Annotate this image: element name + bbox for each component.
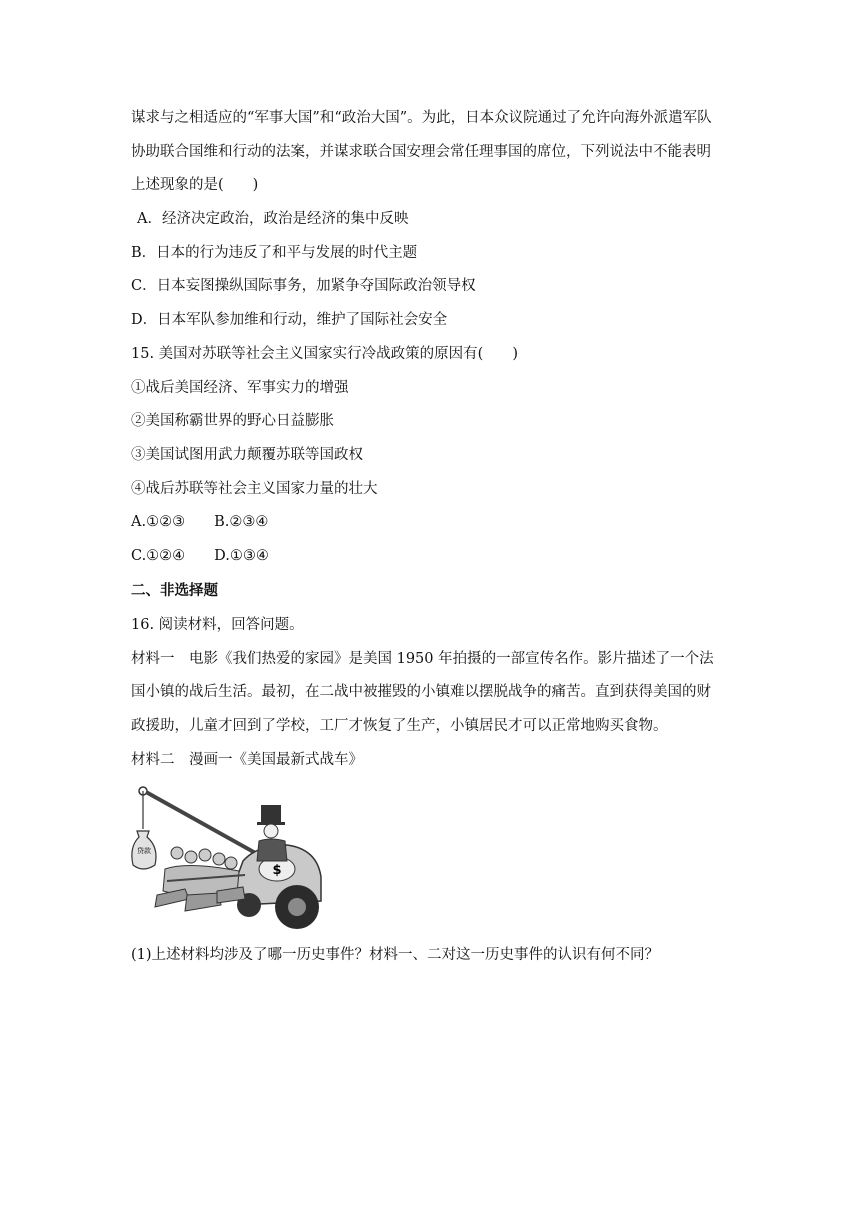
q14-stem-line-3: 上述现象的是( ): [131, 177, 259, 193]
q14-stem-line-2: 协助联合国维和行动的法案，并谋求联合国安理会常任理事国的席位，下列说法中不能表明: [131, 144, 711, 160]
material-2-title: 材料二 漫画一《美国最新式战车》: [131, 752, 363, 768]
material-1-line-1: 材料一 电影《我们热爱的家园》是美国 1950 年拍摄的一部宣传名作。影片描述了一个法: [131, 651, 714, 667]
money-bag-label: 贷款: [137, 847, 151, 855]
q15-choices-row-2: C.①②④ D.①③④: [131, 548, 269, 564]
q14-option-a: A．经济决定政治，政治是经济的集中反映: [137, 211, 409, 227]
q15-choices-row-1: A.①②③ B.②③④: [131, 514, 269, 530]
section-title: 二、非选择题: [131, 583, 218, 599]
dollar-symbol: $: [272, 863, 282, 878]
q14-option-d: D．日本军队参加维和行动，维护了国际社会安全: [131, 312, 448, 328]
q15-item-2: ②美国称霸世界的野心日益膨胀: [131, 413, 334, 429]
q15-item-1: ①战后美国经济、军事实力的增强: [131, 380, 349, 396]
q16-sub-question-1: (1)上述材料均涉及了哪一历史事件？材料一、二对这一历史事件的认识有何不同？: [131, 947, 660, 963]
material-1-line-2: 国小镇的战后生活。最初，在二战中被摧毁的小镇难以摆脱战争的痛苦。直到获得美国的财: [131, 684, 711, 700]
material-1-line-3: 政援助，儿童才回到了学校，工厂才恢复了生产，小镇居民才可以正常地购买食物。: [131, 718, 668, 734]
q14-option-b: B．日本的行为违反了和平与发展的时代主题: [131, 245, 418, 261]
q15-item-3: ③美国试图用武力颠覆苏联等国政权: [131, 447, 363, 463]
cartoon-illustration: [127, 783, 323, 933]
q16-stem: 16. 阅读材料，回答问题。: [131, 617, 304, 633]
q15-stem: 15. 美国对苏联等社会主义国家实行冷战政策的原因有( ): [131, 346, 518, 362]
q14-option-c: C．日本妄图操纵国际事务，加紧争夺国际政治领导权: [131, 278, 476, 294]
q15-item-4: ④战后苏联等社会主义国家力量的壮大: [131, 481, 378, 497]
q14-stem-line-1: 谋求与之相适应的“军事大国”和“政治大国”。为此，日本众议院通过了允许向海外派遣军队: [131, 110, 712, 126]
top-hat: [261, 805, 281, 823]
